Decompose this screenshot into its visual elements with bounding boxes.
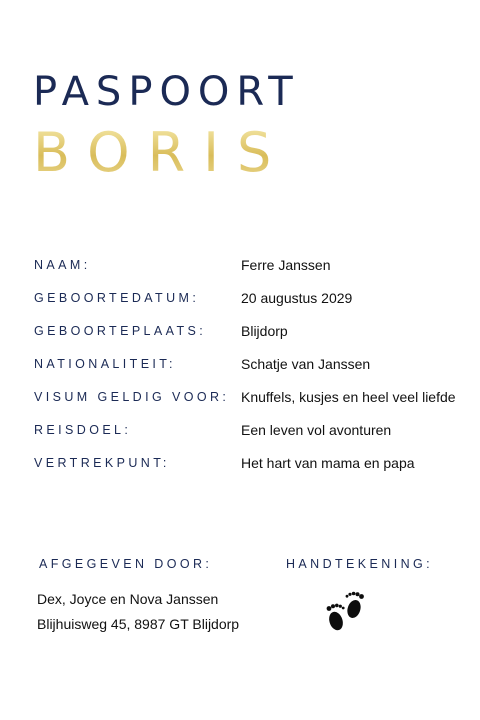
field-value: Ferre Janssen [241, 257, 331, 273]
field-label: GEBOORTEPLAATS: [34, 324, 207, 338]
field-value: Schatje van Janssen [241, 356, 371, 372]
child-name: BORIS [33, 121, 290, 184]
field-label: VISUM GELDIG VOOR: [34, 390, 230, 404]
field-value: 20 augustus 2029 [241, 290, 353, 306]
passport-fields [34, 258, 474, 489]
field-row-name [34, 258, 474, 291]
field-value: Een leven vol avonturen [241, 422, 392, 438]
field-row-nationality [34, 357, 474, 390]
field-value: Knuffels, kusjes en heel veel liefde [241, 389, 456, 405]
page-title: PASPOORT [33, 69, 300, 115]
signature-label: HANDTEKENING: [286, 557, 433, 571]
field-value: Blijdorp [241, 323, 288, 339]
field-row-departure [34, 456, 474, 489]
field-row-birthplace [34, 324, 474, 357]
address-text: Blijhuisweg 45, 8987 GT Blijdorp [37, 616, 240, 632]
field-label: NATIONALITEIT: [34, 357, 176, 371]
issued-by-label: AFGEGEVEN DOOR: [39, 557, 213, 571]
issuers-text: Dex, Joyce en Nova Janssen [37, 591, 219, 607]
field-label: GEBOORTEDATUM: [34, 291, 200, 305]
field-label: NAAM: [34, 258, 91, 272]
baby-feet-icon [322, 588, 368, 634]
field-label: VERTREKPUNT: [34, 456, 170, 470]
field-row-birthdate [34, 291, 474, 324]
field-row-purpose [34, 423, 474, 456]
field-value: Het hart van mama en papa [241, 455, 415, 471]
field-label: REISDOEL: [34, 423, 132, 437]
field-row-visa [34, 390, 474, 423]
